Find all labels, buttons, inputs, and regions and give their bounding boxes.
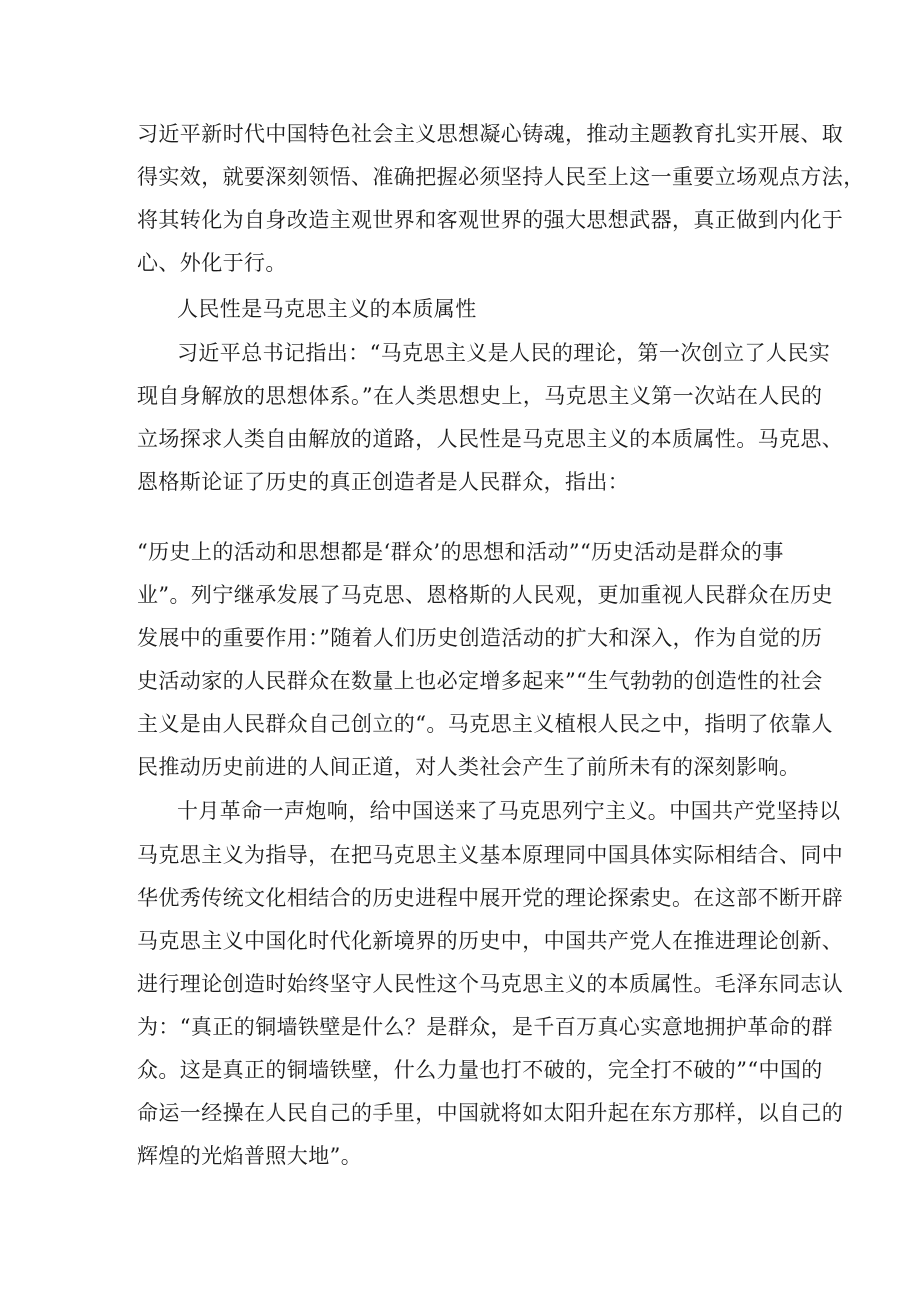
text-line: 习近平新时代中国特色社会主义思想凝心铸魂，推动主题教育扎实开展、取 xyxy=(137,122,844,146)
text-line: 发展中的重要作用：”随着人们历史创造活动的扩大和深入，作为自觉的历 xyxy=(137,626,823,650)
text-line: 将其转化为自身改造主观世界和客观世界的强大思想武器，真正做到内化于 xyxy=(137,208,844,232)
text-line: 心、外化于行。 xyxy=(137,251,287,275)
text-line: 习近平总书记指出：“马克思主义是人民的理论，第一次创立了人民实 xyxy=(177,341,831,365)
text-line: 马克思主义为指导，在把马克思主义基本原理同中国具体实际相结合、同中 xyxy=(137,843,844,867)
text-line: 业”。列宁继承发展了马克思、恩格斯的人民观，更加重视人民群众在历史 xyxy=(137,583,833,607)
text-line: 马克思主义中国化时代化新境界的历史中，中国共产党人在推进理论创新、 xyxy=(137,929,844,953)
text-line: 辉煌的光焰普照大地”。 xyxy=(137,1144,363,1168)
text-line: 恩格斯论证了历史的真正创造者是人民群众，指出： xyxy=(137,470,630,494)
text-line: 为：“真正的铜墙铁壁是什么？是群众，是千百万真心实意地拥护革命的群 xyxy=(137,1015,833,1039)
text-line: 命运一经操在人民自己的手里，中国就将如太阳升起在东方那样，以自己的 xyxy=(137,1101,844,1125)
text-line: 现自身解放的思想体系。”在人类思想史上，马克思主义第一次站在人民的 xyxy=(137,384,823,408)
text-line: 立场探求人类自由解放的道路，人民性是马克思主义的本质属性。马克思、 xyxy=(137,427,844,451)
text-line: “历史上的活动和思想都是‘群众’的思想和活动”“历史活动是群众的事 xyxy=(137,540,784,564)
text-line: 史活动家的人民群众在数量上也必定增多起来”“生气勃勃的创造性的社会 xyxy=(137,669,823,693)
text-line: 进行理论创造时始终坚守人民性这个马克思主义的本质属性。毛泽东同志认 xyxy=(137,972,844,996)
text-line: 主义是由人民群众自己创立的“。马克思主义植根人民之中，指明了依靠人 xyxy=(137,712,833,736)
text-line: 十月革命一声炮响，给中国送来了马克思列宁主义。中国共产党坚持以 xyxy=(177,799,841,823)
text-line: 华优秀传统文化相结合的历史进程中展开党的理论探索史。在这部不断开辟 xyxy=(137,886,844,910)
text-line: 民推动历史前进的人间正道，对人类社会产生了前所未有的深刻影响。 xyxy=(137,755,801,779)
text-line: 众。这是真正的铜墙铁壁，什么力量也打不破的，完全打不破的”“中国的 xyxy=(137,1058,823,1082)
text-line: 得实效，就要深刻领悟、准确把握必须坚持人民至上这一重要立场观点方法， xyxy=(137,165,865,189)
section-heading: 人民性是马克思主义的本质属性 xyxy=(177,297,477,321)
